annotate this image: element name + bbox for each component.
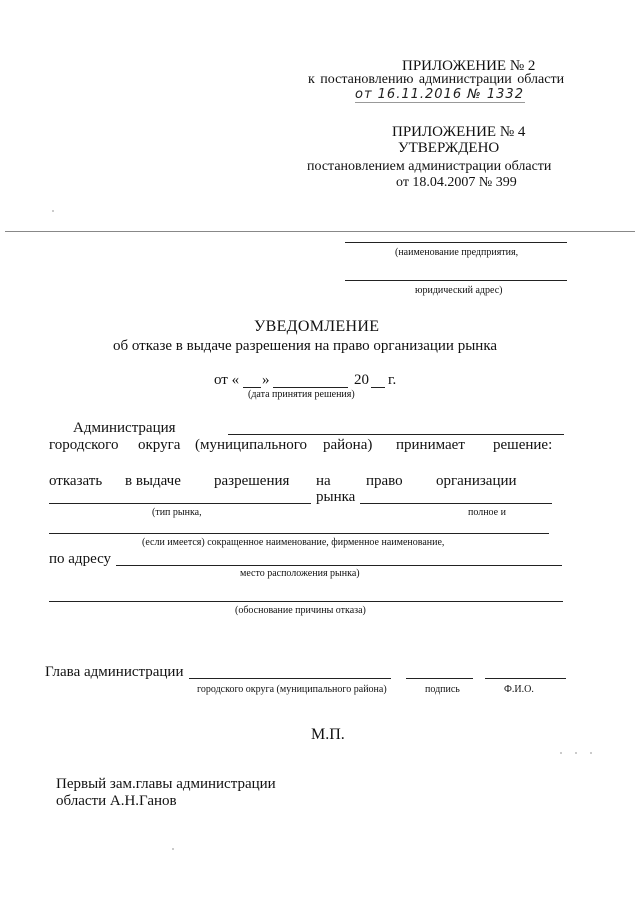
legal-address-line[interactable] — [345, 280, 567, 281]
names-hint: (если имеется) сокращенное наименование, фирменное наименование, — [142, 537, 445, 548]
to-resolution-line: к постановлению администрации области — [308, 72, 565, 87]
date-year-suffix: г. — [388, 372, 397, 388]
handwritten-resolution-date: от 16.11.2016 № 1332 — [355, 87, 524, 102]
stamp-place-label: М.П. — [311, 726, 345, 743]
body-word: решение: — [493, 437, 553, 453]
date-close-quote: » — [262, 372, 270, 388]
by-address-label: по адресу — [49, 551, 112, 567]
date-year-prefix: 20 — [354, 372, 369, 388]
market-type-field[interactable] — [49, 503, 311, 504]
body-word: района) — [323, 437, 373, 453]
approved-label: УТВЕРЖДЕНО — [398, 140, 500, 156]
okrug-hint: городского округа (муниципального района) — [197, 684, 387, 695]
approving-resolution: постановлением администрации области — [307, 159, 552, 174]
signature-hint: подпись — [425, 684, 460, 695]
body-word: на — [316, 473, 331, 489]
date-hint: (дата принятия решения) — [248, 389, 355, 400]
market-type-hint: (тип рынка, — [152, 507, 202, 518]
administration-label: Администрация — [73, 420, 176, 436]
footer-line-2: области А.Н.Ганов — [56, 793, 177, 809]
enterprise-name-line[interactable] — [345, 242, 567, 243]
signature-field[interactable] — [406, 678, 473, 679]
date-month-field[interactable] — [273, 387, 348, 388]
head-of-administration-label: Глава администрации — [45, 664, 184, 680]
scan-speck — [575, 752, 577, 754]
body-word: (муниципального — [195, 437, 308, 453]
enterprise-name-hint: (наименование предприятия, — [395, 247, 519, 258]
scan-speck — [52, 210, 54, 212]
refusal-reason-hint: (обоснование причины отказа) — [235, 605, 366, 616]
appendix-2-label: ПРИЛОЖЕНИЕ № 2 — [402, 58, 536, 74]
body-word: округа — [138, 437, 181, 453]
body-word: городского — [49, 437, 119, 453]
market-address-field[interactable] — [116, 565, 562, 566]
page-separator — [5, 231, 635, 232]
fio-field[interactable] — [485, 678, 566, 679]
legal-address-hint: юридический адрес) — [415, 285, 503, 296]
body-word: разрешения — [214, 473, 290, 489]
date-year-field[interactable] — [371, 387, 385, 388]
body-word: организации — [436, 473, 517, 489]
approving-resolution-date: от 18.04.2007 № 399 — [396, 175, 517, 190]
appendix-4-label: ПРИЛОЖЕНИЕ № 4 — [392, 124, 526, 140]
okrug-name-field[interactable] — [189, 678, 391, 679]
market-full-name-field[interactable] — [360, 503, 552, 504]
scan-speck — [560, 752, 562, 754]
footer-line-1: Первый зам.главы администрации — [56, 776, 276, 792]
body-word: отказать — [49, 473, 103, 489]
body-word: принимает — [396, 437, 465, 453]
location-hint: место расположения рынка) — [240, 568, 360, 579]
refusal-reason-field[interactable] — [49, 601, 563, 602]
notice-subtitle: об отказе в выдаче разрешения на право организации рынка — [113, 338, 498, 354]
body-word: право — [366, 473, 403, 489]
notice-title: УВЕДОМЛЕНИЕ — [254, 318, 380, 335]
market-names-field[interactable] — [49, 533, 549, 534]
date-ot-label: от « — [214, 372, 240, 388]
body-word: в выдаче — [125, 473, 181, 489]
date-day-field[interactable] — [243, 387, 261, 388]
fio-hint: Ф.И.О. — [504, 684, 534, 695]
market-label: рынка — [316, 489, 356, 505]
full-name-hint: полное и — [468, 507, 506, 518]
scan-speck — [590, 752, 592, 754]
administration-name-field[interactable] — [228, 434, 564, 435]
scan-speck — [172, 848, 174, 850]
